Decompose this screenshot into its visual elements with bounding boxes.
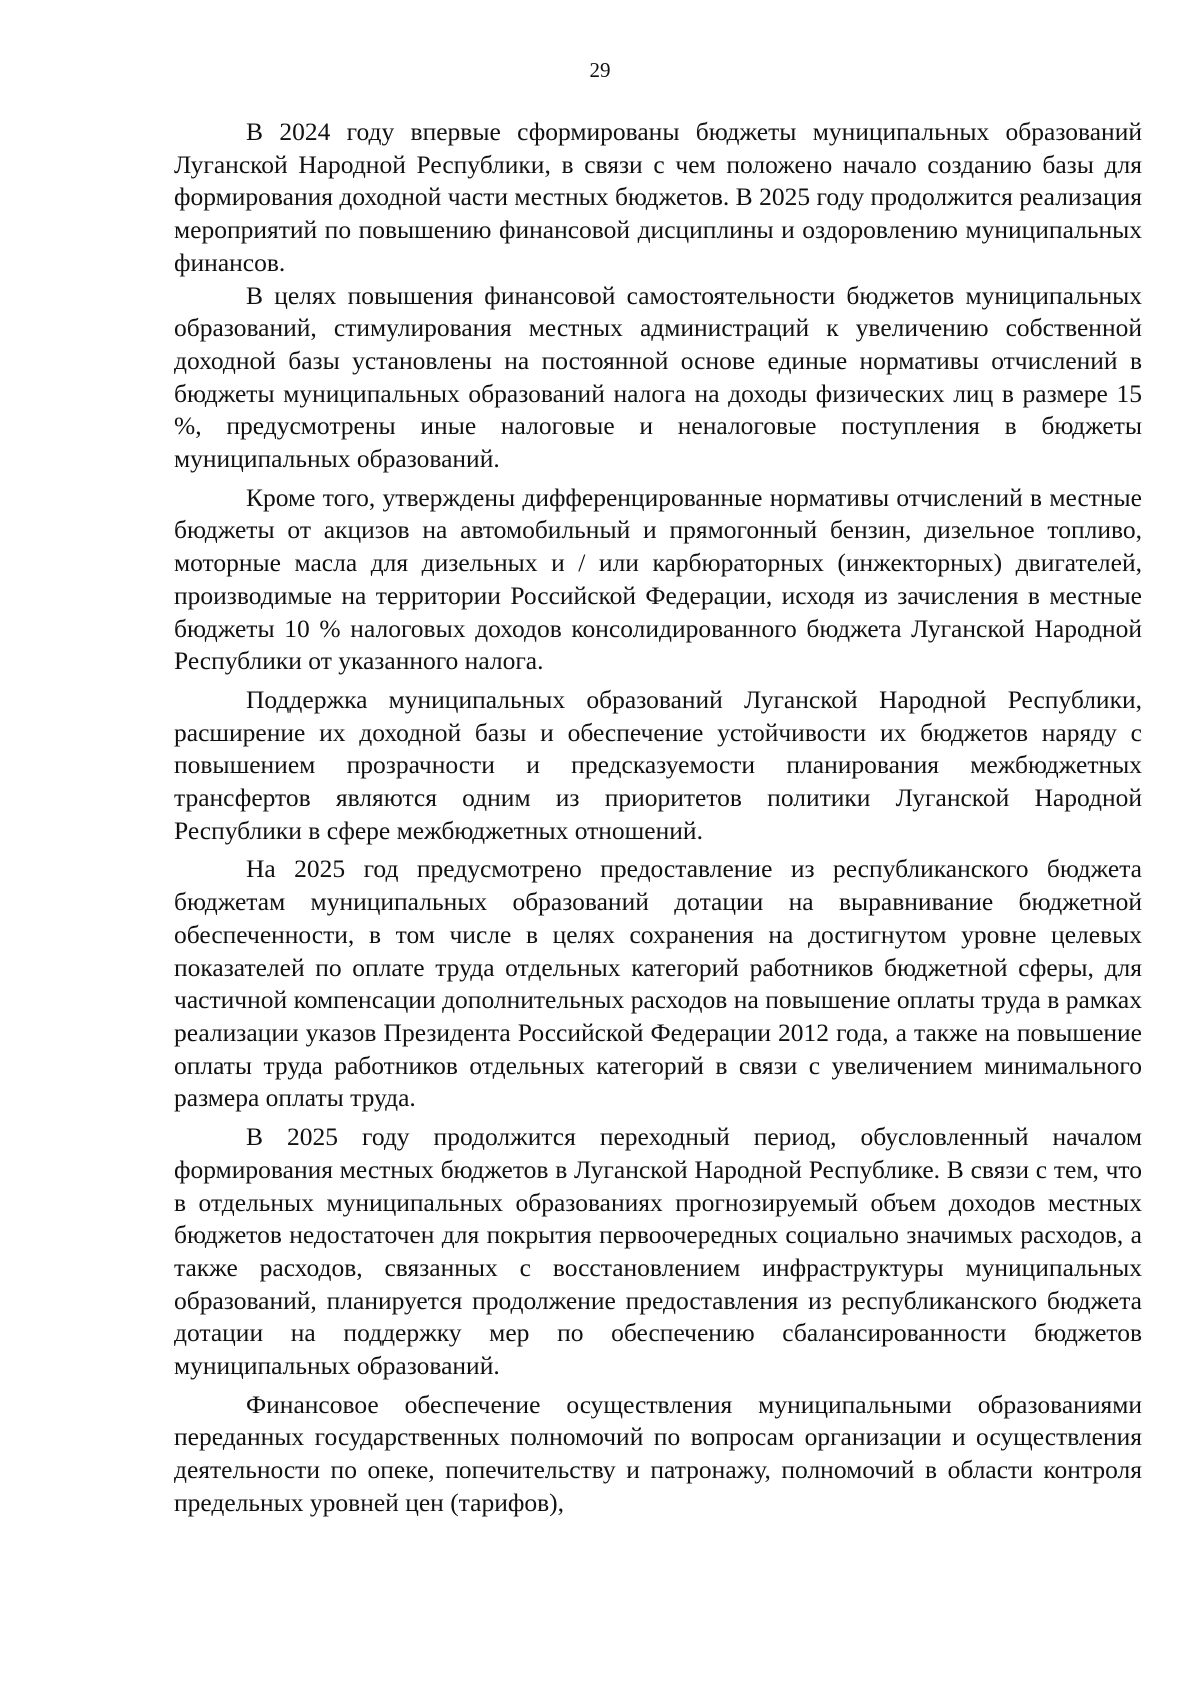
paragraph-municipal-budgets-2024: В 2024 году впервые сформированы бюджеты муниципальных образований Луганской Народной Республики, в связи с чем положено начало созданию базы для формирования доходной части местных бюджетов. В 2025 году продолжится реализация мероприятий по повышению финансовой дисциплины и оздоровлению муниципальных финансов.	[174, 117, 1142, 277]
paragraph-municipal-support: Поддержка муниципальных образований Луганской Народной Республики, расширение их доходной базы и обеспечение устойчивости их бюджетов наряду с повышением прозрачности и предсказуемости планирования межбюджетных трансфертов являются одним из приоритетов политики Луганской Народной Республики в сфере межбюджетных отношений.	[174, 684, 1142, 845]
paragraph-excise-standards: Кроме того, утверждены дифференцированные нормативы отчислений в местные бюджеты от акцизов на автомобильный и прямогонный бензин, дизельное топливо, моторные масла для дизельных и / или карбюраторных (инжекторных) двигателей, производимые на территории Российской Федерации, исходя из зачисления в местные бюджеты 10 % налоговых доходов консолидированного бюджета Луганской Народной Республики от указанного налога.	[174, 482, 1142, 676]
paragraph-transition-period: В 2025 году продолжится переходный период, обусловленный началом формирования местных бюджетов в Луганской Народной Республике. В связи с тем, что в отдельных муниципальных образованиях прогнозируемый объем доходов местных бюджетов недостаточен для покрытия первоочередных социально значимых расходов, а также расходов, связанных с восстановлением инфраструктуры муниципальных образований, планируется продолжение предоставления из республиканского бюджета дотации на поддержку мер по обеспечению сбалансированности бюджетов муниципальных образований.	[174, 1122, 1142, 1381]
paragraph-equalization-grant: На 2025 год предусмотрено предоставление из республиканского бюджета бюджетам муниципальных образований дотации на выравнивание бюджетной обеспеченности, в том числе в целях сохранения на достигнутом уровне целевых показателей по оплате труда отдельных категорий работников бюджетной сферы, для частичной компенсации дополнительных расходов на повышение оплаты труда в рамках реализации указов Президента Российской Федерации 2012 года, а также на повышение оплаты труда работников отдельных категорий в связи с увеличением минимального размера оплаты труда.	[174, 854, 1142, 1113]
document-body	[174, 116, 1142, 1520]
page-number: 29	[589, 58, 611, 82]
paragraph-delegated-powers: Финансовое обеспечение осуществления муниципальными образованиями переданных государственных полномочий по вопросам организации и осуществления деятельности по опеке, попечительству и патронажу, полномочий в области контроля предельных уровней цен (тарифов),	[174, 1389, 1142, 1517]
paragraph-financial-independence: В целях повышения финансовой самостоятельности бюджетов муниципальных образований, стимулирования местных администраций к увеличению собственной доходной базы установлены на постоянной основе единые нормативы отчислений в бюджеты муниципальных образований налога на доходы физических лиц в размере 15 %, предусмотрены иные налоговые и неналоговые поступления в бюджеты муниципальных образований.	[174, 280, 1142, 474]
